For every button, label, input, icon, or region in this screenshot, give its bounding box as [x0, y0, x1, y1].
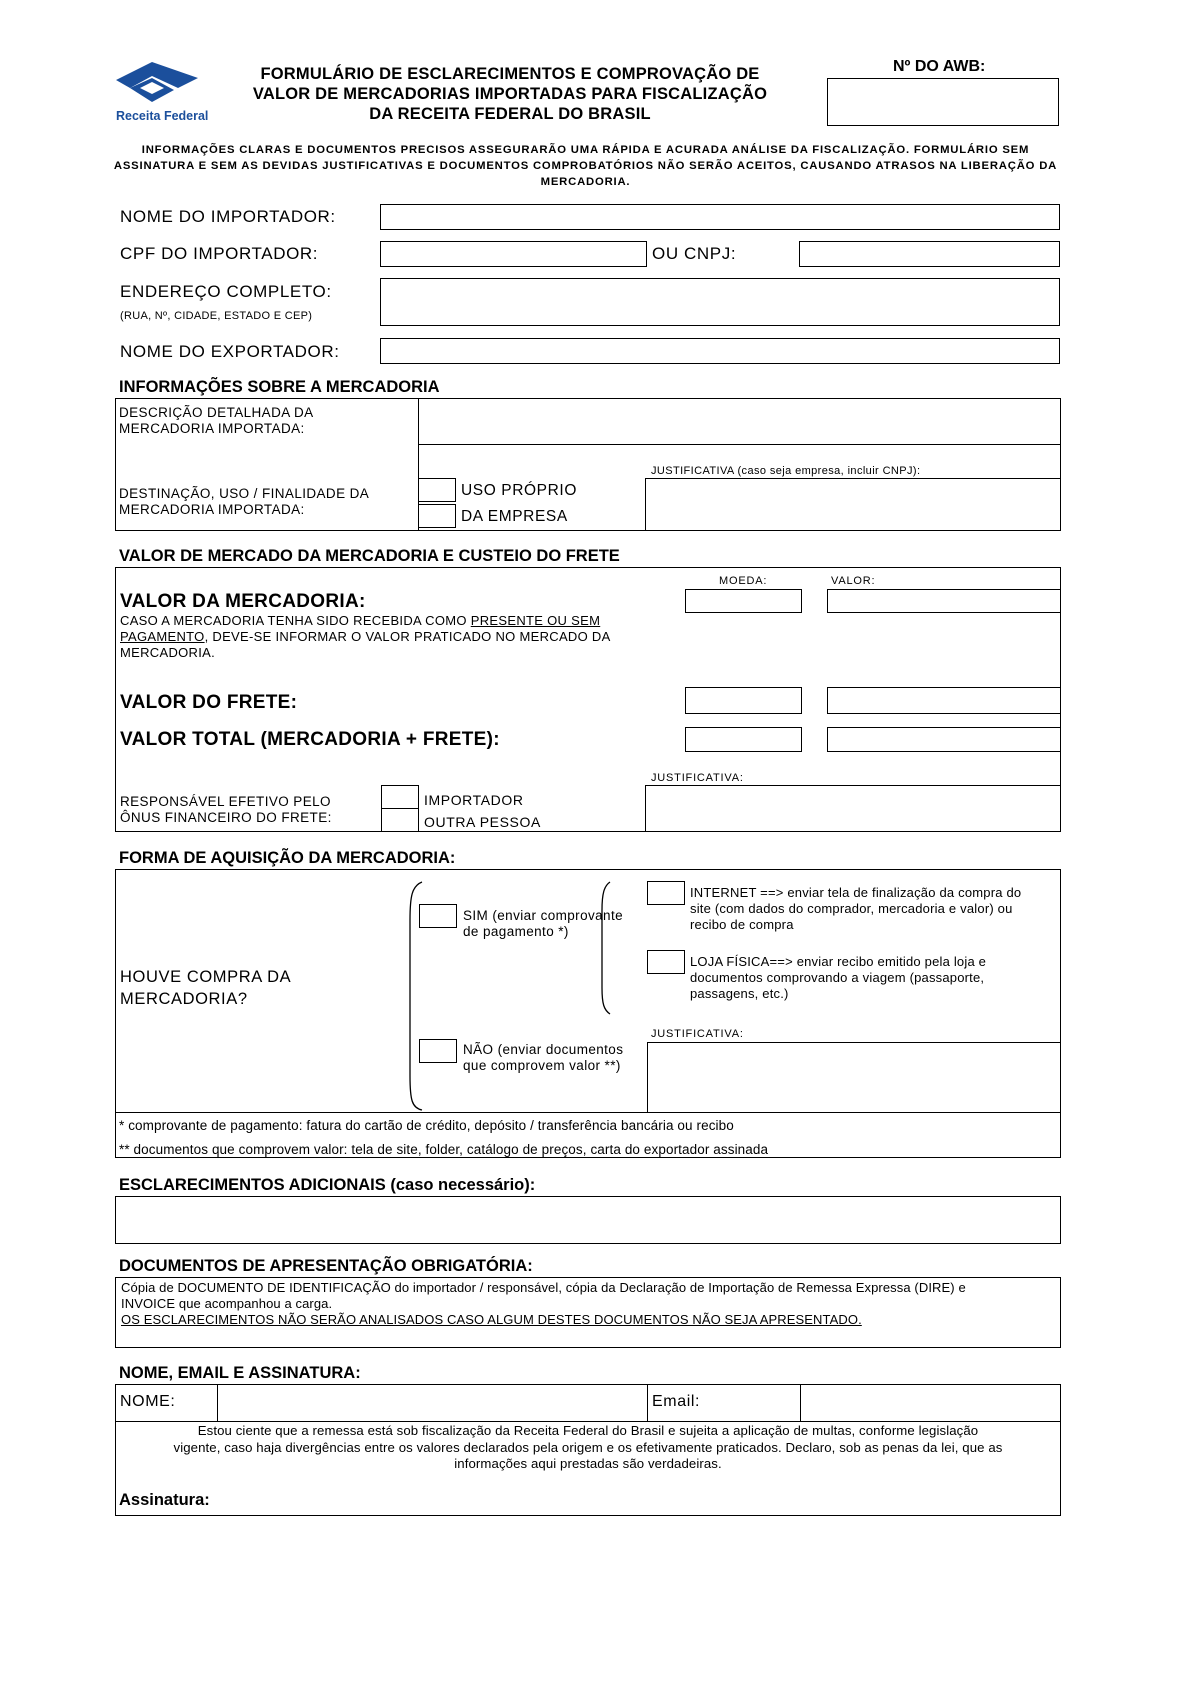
cnpj-label: OU CNPJ: [652, 244, 737, 263]
title-line: DA RECEITA FEDERAL DO BRASIL [369, 105, 651, 123]
declaration-line: informações aqui prestadas são verdadeiras. [454, 1456, 722, 1471]
goods-value-title: VALOR DA MERCADORIA: [120, 591, 366, 612]
goods-justification-field[interactable] [647, 480, 1059, 529]
yes-label [463, 908, 623, 940]
form-title [220, 64, 800, 124]
freight-amount-field[interactable] [827, 687, 1061, 714]
declaration-line: vigente, caso haja divergências entre os valores declarados pela origem e os efetivamente praticados. Declaro, sob as penas da lei, que as [173, 1439, 1003, 1455]
freight-title: VALOR DO FRETE: [120, 692, 298, 713]
acquisition-justification-field[interactable] [647, 1042, 1061, 1113]
notice-line: ASSINATURA E SEM AS DEVIDAS JUSTIFICATIVAS E DOCUMENTOS COMPROBATÓRIOS NÃO SERÃO ACEITOS, CAUSANDO ATRASOS NA LIBERAÇÃO DA [113, 160, 1058, 172]
documents-text-line: INVOICE que acompanhou a carga. [121, 1296, 333, 1311]
yes-checkbox[interactable] [419, 904, 457, 928]
goods-currency-field[interactable] [685, 589, 802, 613]
store-label-line: passagens, etc.) [690, 986, 789, 1001]
purchase-question [120, 966, 291, 1010]
responsible-label [120, 794, 332, 826]
freight-currency-field[interactable] [685, 687, 802, 714]
goods-amount-field[interactable] [827, 589, 1061, 613]
destination-label-line: MERCADORIA IMPORTADA: [119, 502, 305, 517]
note-underlined: PAGAMENTO [120, 629, 205, 644]
signature-label: Assinatura: [119, 1491, 210, 1509]
header-notice [108, 142, 1063, 190]
importer-name-label: NOME DO IMPORTADOR: [120, 207, 336, 226]
note-text: , DEVE-SE INFORMAR O VALOR PRATICADO NO MERCADO DA [204, 629, 611, 644]
responsible-label-line: RESPONSÁVEL EFETIVO PELO [120, 794, 331, 809]
signature-name-label: NOME: [120, 1393, 176, 1410]
signature-name-field[interactable] [219, 1386, 645, 1420]
notice-line: MERCADORIA. [540, 176, 631, 188]
company-checkbox[interactable] [418, 504, 456, 528]
receita-logo-icon [112, 58, 202, 106]
cnpj-field[interactable] [799, 241, 1060, 267]
goods-value-note-line [120, 629, 611, 645]
goods-justification-label: JUSTIFICATIVA (caso seja empresa, incluir CNPJ): [651, 465, 921, 477]
address-label: ENDEREÇO COMPLETO: [120, 282, 332, 301]
goods-value-note [120, 613, 611, 661]
total-title: VALOR TOTAL (MERCADORIA + FRETE): [120, 729, 500, 750]
acquisition-justification-label: JUSTIFICATIVA: [651, 1028, 744, 1040]
documents-section-title: DOCUMENTOS DE APRESENTAÇÃO OBRIGATÓRIA: [119, 1257, 533, 1275]
internet-label [690, 885, 1021, 933]
store-label [690, 954, 986, 1002]
no-label [463, 1042, 623, 1074]
purchase-question-line: HOUVE COMPRA DA [120, 968, 292, 986]
documents-warning: OS ESCLARECIMENTOS NÃO SERÃO ANALISADOS CASO ALGUM DESTES DOCUMENTOS NÃO SEJA APRESENTADO. [121, 1312, 862, 1327]
no-label-line: NÃO (enviar documentos [463, 1042, 624, 1057]
internet-label-line: INTERNET ==> enviar tela de finalização da compra do [690, 885, 1022, 900]
store-label-line: documentos comprovando a viagem (passaporte, [690, 970, 985, 985]
declaration-text [117, 1423, 1059, 1473]
documents-text-line: Cópia de DOCUMENTO DE IDENTIFICAÇÃO do importador / responsável, cópia da Declaração de Importação de Remessa Expressa (DIRE) e [121, 1280, 966, 1295]
footnote-payment: * comprovante de pagamento: fatura do cartão de crédito, depósito / transferência bancária ou recibo [119, 1118, 734, 1133]
total-currency-field[interactable] [685, 727, 802, 752]
yes-label-line: de pagamento *) [463, 924, 569, 939]
signature-email-label: Email: [652, 1393, 701, 1410]
additional-field[interactable] [115, 1196, 1061, 1244]
internet-label-line: site (com dados do comprador, mercadoria e valor) ou [690, 901, 1013, 916]
amount-label: VALOR: [831, 575, 876, 587]
signature-field[interactable] [230, 1486, 1059, 1514]
cpf-label: CPF DO IMPORTADOR: [120, 244, 319, 263]
other-person-option-label: OUTRA PESSOA [424, 814, 541, 830]
goods-value-note-line [120, 613, 611, 629]
destination-label-line: DESTINAÇÃO, USO / FINALIDADE DA [119, 486, 370, 501]
signature-email-field[interactable] [802, 1386, 1059, 1420]
store-label-line: LOJA FÍSICA==> enviar recibo emitido pela loja e [690, 954, 987, 969]
store-checkbox[interactable] [647, 950, 685, 974]
description-label-line: DESCRIÇÃO DETALHADA DA [119, 405, 314, 420]
awb-label: Nº DO AWB: [893, 58, 986, 75]
destination-label [119, 486, 369, 518]
footnote-value-docs: ** documentos que comprovem valor: tela de site, folder, catálogo de preços, carta do exportador assinada [119, 1142, 769, 1157]
internet-label-line: recibo de compra [690, 917, 794, 932]
exporter-field[interactable] [380, 338, 1060, 364]
cpf-field[interactable] [380, 241, 647, 267]
no-label-line: que comprovem valor **) [463, 1058, 621, 1073]
value-section-title: VALOR DE MERCADO DA MERCADORIA E CUSTEIO DO FRETE [119, 547, 620, 565]
description-field[interactable] [420, 400, 1059, 443]
title-line: FORMULÁRIO DE ESCLARECIMENTOS E COMPROVAÇÃO DE [260, 65, 760, 83]
receita-logo [112, 58, 209, 126]
internet-checkbox[interactable] [647, 881, 685, 905]
responsible-label-line: ÔNUS FINANCEIRO DO FRETE: [120, 810, 332, 825]
additional-section-title: ESCLARECIMENTOS ADICIONAIS (caso necessário): [119, 1176, 536, 1194]
signature-section-title: NOME, EMAIL E ASSINATURA: [119, 1364, 361, 1382]
own-use-checkbox[interactable] [418, 478, 456, 502]
description-label-line: MERCADORIA IMPORTADA: [119, 421, 305, 436]
importer-name-field[interactable] [380, 204, 1060, 230]
declaration-line: Estou ciente que a remessa está sob fiscalização da Receita Federal do Brasil e sujeita a aplicação de multas, conforme legislação [197, 1423, 979, 1438]
documents-text [121, 1280, 966, 1328]
title-line: VALOR DE MERCADORIAS IMPORTADAS PARA FISCALIZAÇÃO [252, 85, 768, 103]
company-label: DA EMPRESA [461, 508, 568, 525]
goods-section-title: INFORMAÇÕES SOBRE A MERCADORIA [119, 378, 440, 396]
description-label [119, 405, 314, 437]
currency-label: MOEDA: [719, 575, 768, 587]
importer-checkbox[interactable] [381, 785, 419, 809]
other-person-checkbox[interactable] [381, 808, 419, 832]
note-underlined: PRESENTE OU SEM [470, 613, 601, 628]
importer-option-label: IMPORTADOR [424, 792, 524, 808]
logo-text: Receita Federal [116, 109, 209, 123]
total-amount-field[interactable] [827, 727, 1061, 752]
acquisition-section-title: FORMA DE AQUISIÇÃO DA MERCADORIA: [119, 849, 456, 867]
exporter-label: NOME DO EXPORTADOR: [120, 342, 340, 361]
own-use-label: USO PRÓPRIO [461, 482, 577, 499]
freight-justification-label: JUSTIFICATIVA: [651, 772, 744, 784]
address-field[interactable] [380, 278, 1060, 326]
notice-line: INFORMAÇÕES CLARAS E DOCUMENTOS PRECISOS ASSEGURARÃO UMA RÁPIDA E ACURADA ANÁLISE DA FISCALIZAÇÃO. FORMULÁRIO SEM [141, 144, 1030, 156]
no-checkbox[interactable] [419, 1039, 457, 1063]
purchase-question-line: MERCADORIA? [120, 990, 248, 1008]
address-hint: (RUA, Nº, CIDADE, ESTADO E CEP) [120, 310, 313, 322]
note-text: CASO A MERCADORIA TENHA SIDO RECEBIDA COMO [120, 613, 471, 628]
inner-brace [598, 880, 616, 1016]
goods-value-note-line: MERCADORIA. [120, 645, 216, 660]
awb-field[interactable] [827, 78, 1059, 126]
freight-justification-field[interactable] [647, 787, 1059, 830]
yes-label-line: SIM (enviar comprovante [463, 908, 624, 923]
